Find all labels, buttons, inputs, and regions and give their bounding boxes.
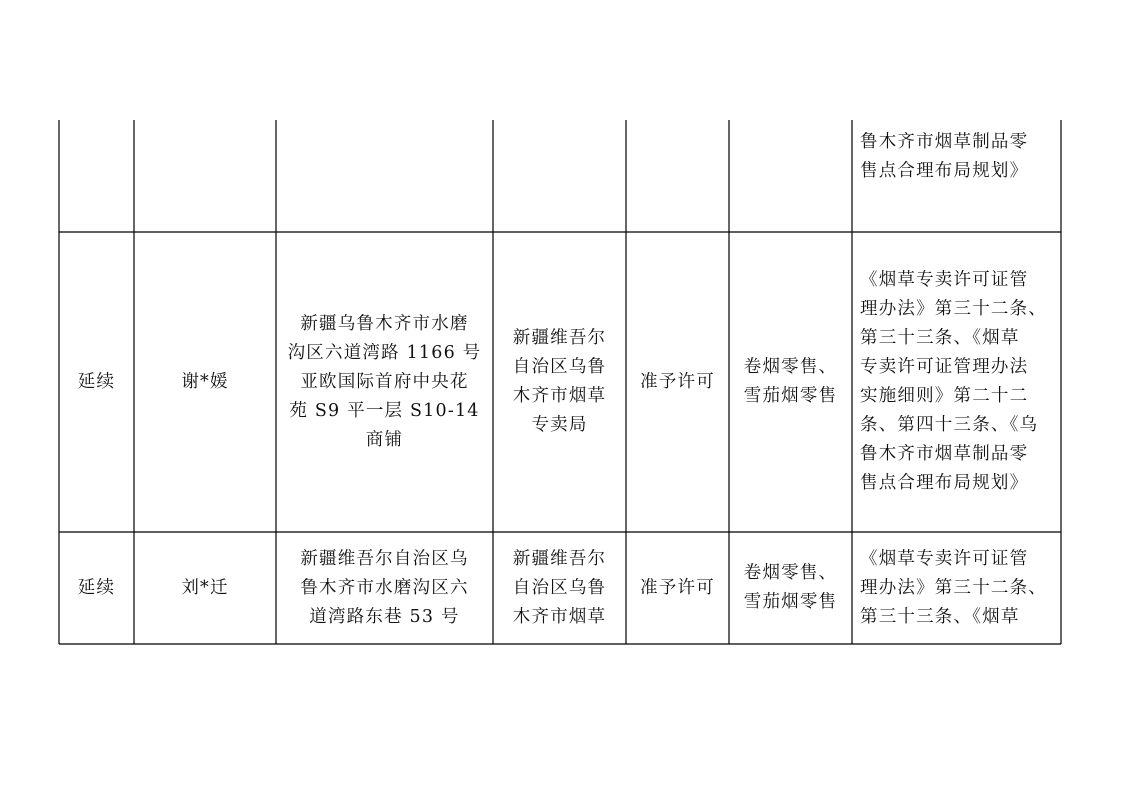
scope-line: 雪茄烟零售 — [743, 386, 838, 406]
scope-cell — [729, 532, 852, 644]
authority-line: 新疆维吾尔 — [512, 548, 607, 569]
basis-line: 《烟草专卖许可证管 — [860, 548, 1029, 569]
address-cell — [276, 532, 493, 644]
basis-line: 专卖许可证管理办法 — [860, 357, 1029, 377]
address-line: 新疆维吾尔自治区乌 — [300, 548, 469, 569]
name-cell — [134, 232, 276, 532]
basis-line: 鲁木齐市烟草制品零 — [860, 444, 1029, 464]
authority-line: 新疆维吾尔 — [512, 328, 607, 348]
type-text: 延续 — [77, 371, 116, 392]
decision-text: 准予许可 — [640, 371, 715, 392]
basis-line: 条、第四十三条、《乌 — [860, 415, 1039, 435]
type-cell — [59, 532, 134, 644]
authority-line: 专卖局 — [531, 415, 588, 435]
address-line: 苑 S9 平一层 S10-14 — [289, 400, 480, 421]
basis-line: 《烟草专卖许可证管 — [860, 270, 1029, 290]
address-line: 商铺 — [365, 429, 404, 450]
basis-line: 第三十三条、《烟草 — [860, 606, 1020, 627]
basis-line: 售点合理布局规划》 — [860, 473, 1029, 493]
basis-line: 鲁木齐市烟草制品零 — [860, 132, 1029, 152]
authority-cell — [493, 532, 626, 644]
decision-cell — [626, 232, 729, 532]
applicant-name: 谢*媛 — [181, 371, 229, 392]
decision-text: 准予许可 — [640, 577, 715, 598]
basis-cell — [852, 232, 1061, 532]
basis-line: 理办法》第三十二条、 — [860, 299, 1047, 319]
basis-line: 售点合理布局规划》 — [860, 161, 1029, 181]
authority-line: 木齐市烟草 — [512, 386, 607, 406]
scope-line: 雪茄烟零售 — [743, 592, 838, 612]
scope-line: 卷烟零售、 — [743, 357, 838, 377]
address-cell — [276, 232, 493, 532]
type-cell — [59, 232, 134, 532]
authority-line: 自治区乌鲁 — [512, 577, 607, 598]
type-text: 延续 — [77, 577, 116, 598]
address-line: 鲁木齐市水磨沟区六 — [300, 577, 469, 598]
basis-line: 实施细则》第二十二 — [860, 386, 1029, 406]
address-line: 新疆乌鲁木齐市水磨 — [300, 313, 469, 334]
basis-line: 理办法》第三十二条、 — [860, 577, 1047, 598]
authority-line: 自治区乌鲁 — [512, 357, 607, 377]
address-line: 道湾路东巷 53 号 — [309, 606, 460, 627]
address-line: 沟区六道湾路 1166 号 — [287, 342, 482, 363]
address-line: 亚欧国际首府中央花 — [300, 371, 469, 392]
decision-cell — [626, 532, 729, 644]
scope-line: 卷烟零售、 — [743, 563, 838, 583]
scope-cell — [729, 232, 852, 532]
authority-line: 木齐市烟草 — [512, 606, 607, 627]
authority-cell — [493, 232, 626, 532]
applicant-name: 刘*迁 — [181, 577, 229, 598]
basis-line: 第三十三条、《烟草 — [860, 328, 1020, 348]
basis-cell — [852, 532, 1061, 644]
table-row — [852, 120, 1061, 232]
name-cell — [134, 532, 276, 644]
